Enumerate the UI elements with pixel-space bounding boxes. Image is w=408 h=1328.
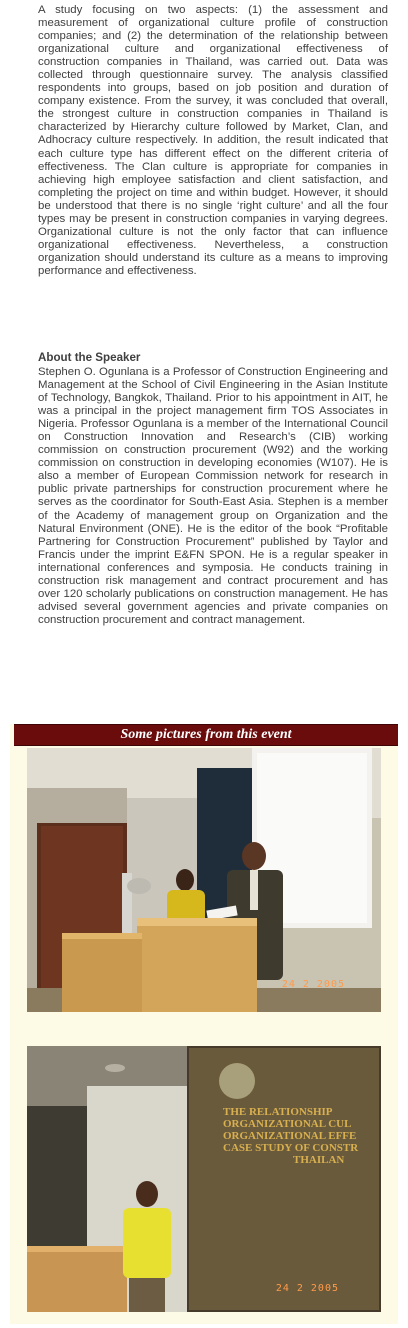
- slide-line: THE RELATIONSHIP: [223, 1106, 333, 1118]
- gallery-heading: Some pictures from this event: [14, 724, 398, 746]
- slide-title: [223, 1106, 381, 1166]
- event-photo-podium: [27, 748, 381, 1012]
- slide-line: THAILAN: [293, 1154, 345, 1166]
- slide-line: ORGANIZATIONAL CUL: [223, 1118, 352, 1130]
- photo-date-stamp: 24 2 2005: [281, 979, 345, 990]
- about-speaker-heading: About the Speaker: [38, 351, 141, 364]
- event-photo-gallery: [10, 724, 398, 1324]
- abstract-paragraph: A study focusing on two aspects: (1) the assessment and measurement of organizational culture profile of construction companies; and (2) the determination of the relationship between organizational culture and organizational effectiveness of construction companies in Thailand, was carried out. Data was collected through questionnaire survey. The analysis classified respondents into groups, based on job position and duration of company existence. From the survey, it was concluded that overall, the strongest culture in construction companies in Thailand is characterized by Hierarchy culture followed by Market, Clan, and Adhocracy culture respectively. In addition, the result indicated that each culture type has different effect on the different criteria of effectiveness. The Clan culture is appropriate for companies in achieving high employee satisfaction and client satisfaction, and completing the project on time and within budget. However, it should be understood that there is no single ‘right culture’ and all the four types may be present in construction companies in varying degrees. Organizational culture is not the only factor that can influence organizational effectiveness. Nevertheless, a construction organization should understand its culture as a means to improving performance and effectiveness.: [38, 4, 388, 277]
- slide-line: CASE STUDY OF CONSTR: [223, 1142, 359, 1154]
- slide-line: ORGANIZATIONAL EFFE: [223, 1130, 357, 1142]
- speaker-bio-paragraph: Stephen O. Ogunlana is a Professor of Construction Engineering and Management at the School of Civil Engineering in the Asian Institute of Technology, Bangkok, Thailand. Prior to his appointment in AIT, he was a principal in the project management firm TOS Associates in Nigeria. Professor Ogunlana is a member of the International Council on Construction Innovation and Research’s (CIB) working commission on construction procurement (W92) and the working commission on construction in developing economies (W107). He is also a member of European Commission network for research in public private partnerships for construction procurement where he serves as the coordinator for South-East Asia. Stephen is a member of the Academy of management group on Organization and the Natural Environment (ONE). He is the editor of the book “Profitable Partnering for Construction Procurement” published by Taylor and Francis under the imprint E&FN SPON. He is a regular speaker in international conferences and symposia. He conducts training in construction risk management and contract procurement and has over 120 scholarly publications on construction management. He has advised several government agencies and private companies on construction procurement and contract management.: [38, 366, 388, 626]
- photo-date-stamp: 24 2 2005: [275, 1283, 339, 1294]
- event-photo-presentation: [27, 1046, 381, 1312]
